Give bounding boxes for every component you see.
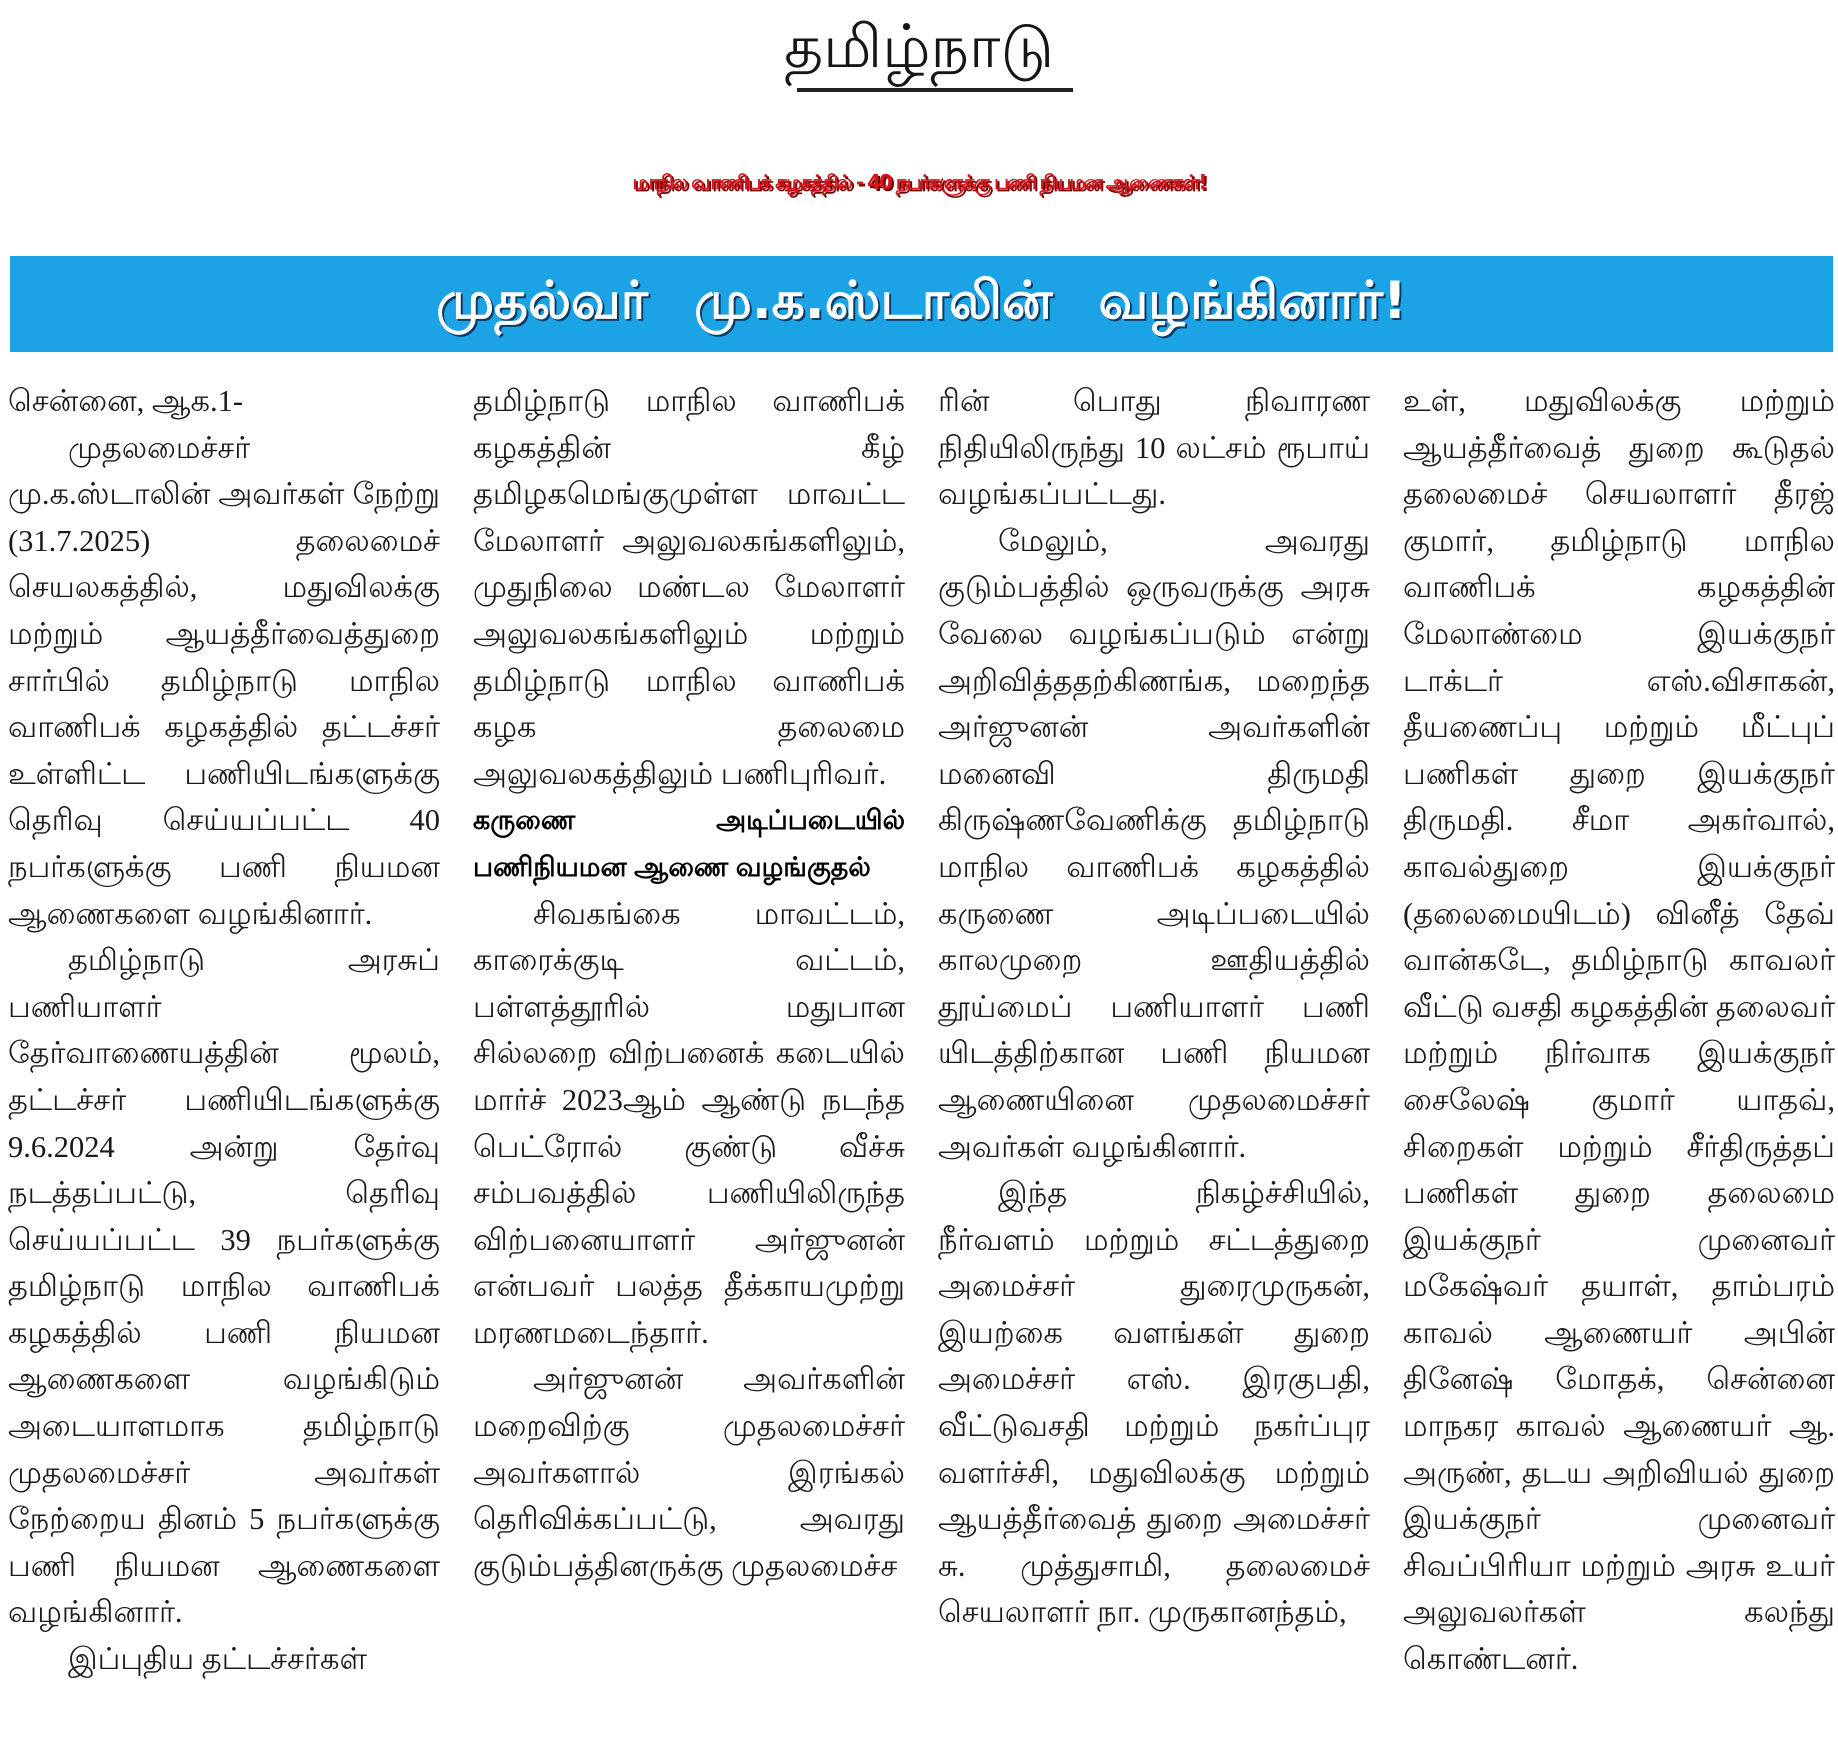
article-column-3 xyxy=(938,378,1370,1723)
section-label: தமிழ்நாடு xyxy=(784,12,1054,82)
article-column-2 xyxy=(473,378,905,1723)
paragraph: முதலமைச்சர் மு.க.ஸ்டாலின் அவர்கள் நேற்று (31.7.2025) தலைமைச் செயலகத்தில், மதுவிலக்கு மற்றும் ஆயத்தீர்வைத்துறை சார்பில் தமிழ்நாடு மாநில வாணிபக் கழகத்தில் தட்டச்சர் உள்ளிட்ட பணியிடங்களுக்கு தெரிவு செய்யப்பட்ட 40 நபர்களுக்கு பணி நியமன ஆணைகளை வழங்கினார். xyxy=(8,430,440,931)
paragraph: அர்ஜுனன் அவர்களின் மறைவிற்கு முதலமைச்சர் அவர்களால் இரங்கல் தெரிவிக்கப்பட்டு, அவரது குடும்பத்தினருக்கு முதலமைச்ச xyxy=(473,1362,905,1583)
article-column-4 xyxy=(1403,378,1835,1723)
dateline: சென்னை, ஆக.1- xyxy=(8,384,244,418)
paragraph: தமிழ்நாடு அரசுப் பணியாளர் தேர்வாணையத்தின் மூலம், தட்டச்சர் பணியிடங்களுக்கு 9.6.2024 அன்று தேர்வு நடத்தப்பட்டு, தெரிவு செய்யப்பட்ட 39 நபர்களுக்கு தமிழ்நாடு மாநில வாணிபக் கழகத்தில் பணி நியமன ஆணைகளை வழங்கிடும் அடையாளமாக தமிழ்நாடு முதலமைச்சர் அவர்கள் நேற்றைய தினம் 5 நபர்களுக்கு பணி நியமன ஆணைகளை வழங்கினார். xyxy=(8,943,440,1630)
article-column-1 xyxy=(8,378,440,1723)
subheadline-text: முதல்வர் மு.க.ஸ்டாலின் வழங்கினார்! xyxy=(436,270,1407,331)
paragraph: தமிழ்நாடு மாநில வாணிபக் கழகத்தின் கீழ் தமிழகமெங்குமுள்ள மாவட்ட மேலாளர் அலுவலகங்களிலும், முதுநிலை மண்டல மேலாளர் அலுவலகங்களிலும் மற்றும் தமிழ்நாடு மாநில வாணிபக் கழக தலைமை அலுவலகத்திலும் பணிபுரிவர். xyxy=(473,384,905,791)
paragraph: இந்த நிகழ்ச்சியில், நீர்வளம் மற்றும் சட்டத்துறை அமைச்சர் துரைமுருகன், இயற்கை வளங்கள் துறை அமைச்சர் எஸ். இரகுபதி, வீட்டுவசதி மற்றும் நகர்ப்புர வளர்ச்சி, மதுவிலக்கு மற்றும் ஆயத்தீர்வைத் துறை அமைச்சர் சு. முத்துசாமி, தலைமைச் செயலாளர் நா. முருகானந்தம், xyxy=(938,1176,1370,1630)
section-underline xyxy=(797,88,1073,92)
paragraph: மேலும், அவரது குடும்பத்தில் ஒருவருக்கு அரசு வேலை வழங்கப்படும் என்று அறிவித்ததற்கிணங்க, மறைந்த அர்ஜுனன் அவர்களின் மனைவி திருமதி கிருஷ்ணவேணிக்கு தமிழ்நாடு மாநில வாணிபக் கழகத்தில் கருணை அடிப்படையில் காலமுறை ஊதியத்தில் தூய்மைப் பணியாளர் பணி யிடத்திற்கான பணி நியமன ஆணையினை முதலமைச்சர் அவர்கள் வழங்கினார். xyxy=(938,523,1370,1164)
paragraph: சிவகங்கை மாவட்டம், காரைக்குடி வட்டம், பள்ளத்தூரில் மதுபான சில்லறை விற்பனைக் கடையில் மார்ச் 2023ஆம் ஆண்டு நடந்த பெட்ரோல் குண்டு வீச்சு சம்பவத்தில் பணியிலிருந்த விற்பனையாளர் அர்ஜுனன் என்பவர் பலத்த தீக்காயமுற்று மரணமடைந்தார். xyxy=(473,896,905,1350)
paragraph: உள், மதுவிலக்கு மற்றும் ஆயத்தீர்வைத் துறை கூடுதல் தலைமைச் செயலாளர் தீரஜ் குமார், தமிழ்நாடு மாநில வாணிபக் கழகத்தின் மேலாண்மை இயக்குநர் டாக்டர் எஸ்.விசாகன், தீயணைப்பு மற்றும் மீட்புப் பணிகள் துறை இயக்குநர் திருமதி. சீமா அகர்வால், காவல்துறை இயக்குநர் (தலைமையிடம்) வினீத் தேவ் வான்கடே, தமிழ்நாடு காவலர் வீட்டு வசதி கழகத்தின் தலைவர் மற்றும் நிர்வாக இயக்குநர் சைலேஷ் குமார் யாதவ், சிறைகள் மற்றும் சீர்திருத்தப் பணிகள் துறை தலைமை இயக்குநர் முனைவர் மகேஷ்வர் தயாள், தாம்பரம் காவல் ஆணையர் அபின் தினேஷ் மோதக், சென்னை மாநகர காவல் ஆணையர் ஆ. அருண், தடய அறிவியல் துறை இயக்குநர் முனைவர் சிவப்பிரியா மற்றும் அரசு உயர் அலுவலர்கள் கலந்து கொண்டனர். xyxy=(1403,384,1835,1677)
subheadline-banner xyxy=(10,256,1833,352)
paragraph: இப்புதிய தட்டச்சர்கள் xyxy=(68,1642,367,1677)
headline: மாநில வாணிபக் கழகத்தில் - 40 நபர்களுக்கு பணி நியமன ஆணைகள்! xyxy=(632,169,1206,194)
paragraph: ரின் பொது நிவாரண நிதியிலிருந்து 10 லட்சம் ரூபாய் வழங்கப்பட்டது. xyxy=(938,384,1370,512)
section-subheading: கருணை அடிப்படையில் பணிநியமன ஆணை வழங்குதல் xyxy=(473,805,905,882)
